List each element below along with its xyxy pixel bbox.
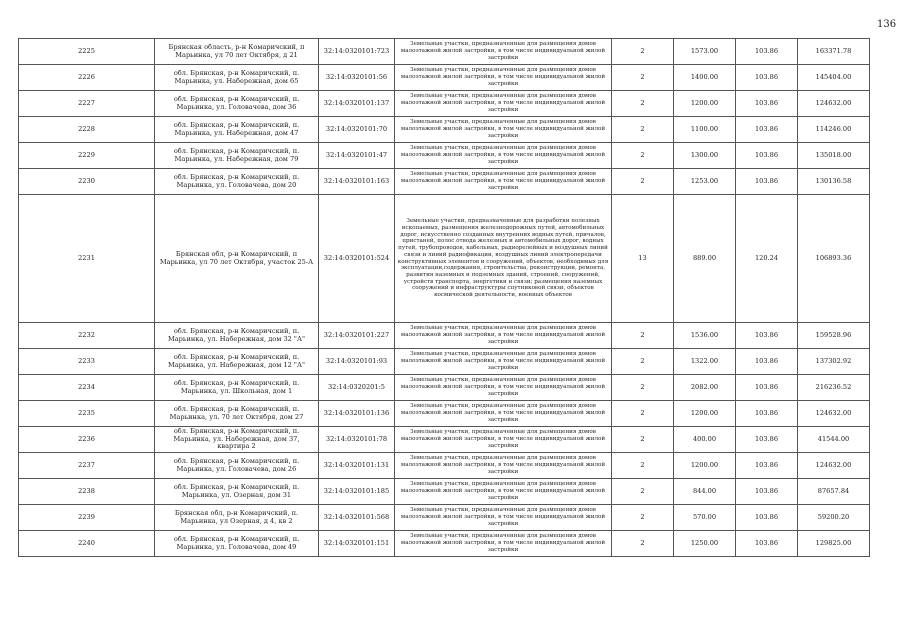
area-cell: 570.00 [674, 505, 736, 531]
address-cell: обл. Брянская, р-н Комаричский, п. Марьинка, ул. 70 лет Октября, дом 27 [155, 401, 319, 427]
cadastral-number-cell: 32:14:0320201:5 [319, 375, 395, 401]
use-group-cell: 2 [612, 375, 674, 401]
land-use-cell: Земельные участки, предназначенные для размещения домов малоэтажной жилой застройки, в том числе индивидуальной жилой застройки [395, 505, 612, 531]
use-group-cell: 2 [612, 65, 674, 91]
table-row [19, 143, 870, 169]
cadastral-number-cell: 32:14:0320101:136 [319, 401, 395, 427]
table-row [19, 453, 870, 479]
cadastral-number-cell: 32:14:0320101:185 [319, 479, 395, 505]
use-group-cell: 2 [612, 39, 674, 65]
cadastral-number-cell: 32:14:0320101:93 [319, 349, 395, 375]
use-group-cell: 2 [612, 169, 674, 195]
cadastral-number-cell: 32:14:0320101:163 [319, 169, 395, 195]
land-use-cell: Земельные участки, предназначенные для размещения домов малоэтажной жилой застройки, в том числе индивидуальной жилой застройки [395, 375, 612, 401]
address-cell: Брянская обл, р-н Комаричский, п Марьинка, ул 70 лет Октября, участок 25-А [155, 195, 319, 323]
land-use-cell: Земельные участки, предназначенные для размещения домов малоэтажной жилой застройки, в том числе индивидуальной жилой застройки [395, 349, 612, 375]
area-cell: 1573.00 [674, 39, 736, 65]
use-group-cell: 2 [612, 427, 674, 453]
cadastral-value-cell: 124632.00 [798, 91, 870, 117]
use-group-cell: 2 [612, 531, 674, 557]
row-number: 2231 [19, 195, 155, 323]
cadastral-value-cell: 145404.00 [798, 65, 870, 91]
table-body [19, 39, 870, 557]
address-cell: обл. Брянская, р-н Комаричский, п. Марьинка, ул. Озерная, дом 31 [155, 479, 319, 505]
specific-value-cell: 120.24 [736, 195, 798, 323]
row-number: 2240 [19, 531, 155, 557]
area-cell: 844.00 [674, 479, 736, 505]
row-number: 2226 [19, 65, 155, 91]
row-number: 2237 [19, 453, 155, 479]
specific-value-cell: 103.86 [736, 427, 798, 453]
address-cell: обл. Брянская, р-н Комаричский, п. Марьинка, ул. Набережная, дом 47 [155, 117, 319, 143]
specific-value-cell: 103.86 [736, 349, 798, 375]
table-row [19, 65, 870, 91]
table-row [19, 117, 870, 143]
specific-value-cell: 103.86 [736, 479, 798, 505]
cadastral-value-cell: 124632.00 [798, 401, 870, 427]
specific-value-cell: 103.86 [736, 143, 798, 169]
use-group-cell: 13 [612, 195, 674, 323]
use-group-cell: 2 [612, 117, 674, 143]
address-cell: обл. Брянская, р-н Комаричский, п. Марьинка, ул. Головачева, дом 49 [155, 531, 319, 557]
cadastral-value-cell: 135018.00 [798, 143, 870, 169]
cadastral-number-cell: 32:14:0320101:151 [319, 531, 395, 557]
area-cell: 1400.00 [674, 65, 736, 91]
land-use-cell: Земельные участки, предназначенные для размещения домов малоэтажной жилой застройки, в том числе индивидуальной жилой застройки [395, 531, 612, 557]
area-cell: 400.00 [674, 427, 736, 453]
use-group-cell: 2 [612, 143, 674, 169]
land-use-cell: Земельные участки, предназначенные для размещения домов малоэтажной жилой застройки, в том числе индивидуальной жилой застройки [395, 427, 612, 453]
cadastral-number-cell: 32:14:0320101:137 [319, 91, 395, 117]
cadastral-number-cell: 32:14:0320101:78 [319, 427, 395, 453]
address-cell: Брянская обл, р-н Комаричский, п. Марьинка, ул Озерная, д 4, кв 2 [155, 505, 319, 531]
row-number: 2236 [19, 427, 155, 453]
row-number: 2228 [19, 117, 155, 143]
cadastral-value-cell: 163371.78 [798, 39, 870, 65]
use-group-cell: 2 [612, 323, 674, 349]
area-cell: 1100.00 [674, 117, 736, 143]
specific-value-cell: 103.86 [736, 505, 798, 531]
specific-value-cell: 103.86 [736, 117, 798, 143]
address-cell: обл. Брянская, р-н Комаричский, п. Марьинка, ул. Головачева, дом 36 [155, 91, 319, 117]
land-use-cell: Земельные участки, предназначенные для разработки полезных ископаемых, размещения железнодорожных путей, автомобильных дорог, искусственно созданных внутренних водных путей, причалов, пристаней, полос отвода железных и автомобильных дорог, водных путей, трубопроводов, кабельных, радиорелейных и воздушных линий связи и линий радиофикации, воздушных линий электропередачи конструктивных элементов и сооружений, объектов, необходимых для эксплуатации,содержания, строительства, реконструкции, ремонта, развития наземных и подземных зданий, строений, сооружений, устройств транспорта, энергетики и связи; размещения наземных сооружений и инфраструктуры спутниковой связи, объектов космической деятельности, военных объектов [395, 195, 612, 323]
cadastral-value-cell: 114246.00 [798, 117, 870, 143]
address-cell: обл. Брянская, р-н Комаричский, п. Марьинка, ул. Школьная, дом 1 [155, 375, 319, 401]
area-cell: 1200.00 [674, 91, 736, 117]
specific-value-cell: 103.86 [736, 65, 798, 91]
land-use-cell: Земельные участки, предназначенные для размещения домов малоэтажной жилой застройки, в том числе индивидуальной жилой застройки [395, 117, 612, 143]
area-cell: 1536.00 [674, 323, 736, 349]
cadastral-value-cell: 216236.52 [798, 375, 870, 401]
cadastral-number-cell: 32:14:0320101:56 [319, 65, 395, 91]
area-cell: 1253.00 [674, 169, 736, 195]
cadastral-value-cell: 159528.96 [798, 323, 870, 349]
address-cell: обл. Брянская, р-н Комаричский, п. Марьинка, ул. Набережная, дом 37, квартира 2 [155, 427, 319, 453]
specific-value-cell: 103.86 [736, 375, 798, 401]
area-cell: 889.00 [674, 195, 736, 323]
specific-value-cell: 103.86 [736, 169, 798, 195]
use-group-cell: 2 [612, 91, 674, 117]
cadastral-value-cell: 87657.84 [798, 479, 870, 505]
land-use-cell: Земельные участки, предназначенные для размещения домов малоэтажной жилой застройки, в том числе индивидуальной жилой застройки [395, 453, 612, 479]
table-row [19, 91, 870, 117]
use-group-cell: 2 [612, 479, 674, 505]
table-row [19, 401, 870, 427]
specific-value-cell: 103.86 [736, 453, 798, 479]
address-cell: Брянская область, р-н Комаричский, п Марьинка, ул 70 лет Октября, д 21 [155, 39, 319, 65]
table-row [19, 323, 870, 349]
use-group-cell: 2 [612, 401, 674, 427]
row-number: 2233 [19, 349, 155, 375]
cadastral-value-cell: 41544.00 [798, 427, 870, 453]
cadastral-number-cell: 32:14:0320101:524 [319, 195, 395, 323]
cadastral-value-cell: 129825.00 [798, 531, 870, 557]
table-row [19, 375, 870, 401]
cadastral-number-cell: 32:14:0320101:568 [319, 505, 395, 531]
row-number: 2239 [19, 505, 155, 531]
specific-value-cell: 103.86 [736, 39, 798, 65]
area-cell: 1200.00 [674, 401, 736, 427]
cadastral-value-cell: 130136.58 [798, 169, 870, 195]
address-cell: обл. Брянская, р-н Комаричский, п. Марьинка, ул. Набережная, дом 12 "А" [155, 349, 319, 375]
address-cell: обл. Брянская, р-н Комаричский, п. Марьинка, ул. Головачева, дом 20 [155, 169, 319, 195]
use-group-cell: 2 [612, 349, 674, 375]
table-row [19, 505, 870, 531]
table-row [19, 479, 870, 505]
table-row [19, 169, 870, 195]
row-number: 2230 [19, 169, 155, 195]
land-use-cell: Земельные участки, предназначенные для размещения домов малоэтажной жилой застройки, в том числе индивидуальной жилой застройки [395, 65, 612, 91]
row-number: 2232 [19, 323, 155, 349]
page-number: 136 [877, 19, 897, 30]
row-number: 2227 [19, 91, 155, 117]
cadastral-number-cell: 32:14:0320101:70 [319, 117, 395, 143]
row-number: 2235 [19, 401, 155, 427]
table-row [19, 195, 870, 323]
address-cell: обл. Брянская, р-н Комаричский, п. Марьинка, ул. Набережная, дом 32 "А" [155, 323, 319, 349]
cadastral-value-cell: 137302.92 [798, 349, 870, 375]
land-use-cell: Земельные участки, предназначенные для размещения домов малоэтажной жилой застройки, в том числе индивидуальной жилой застройки [395, 39, 612, 65]
row-number: 2225 [19, 39, 155, 65]
row-number: 2234 [19, 375, 155, 401]
cadastral-value-cell: 106893.36 [798, 195, 870, 323]
table-row [19, 39, 870, 65]
row-number: 2229 [19, 143, 155, 169]
land-use-cell: Земельные участки, предназначенные для размещения домов малоэтажной жилой застройки, в том числе индивидуальной жилой застройки [395, 169, 612, 195]
land-registry-table [18, 38, 870, 557]
cadastral-value-cell: 59200.20 [798, 505, 870, 531]
specific-value-cell: 103.86 [736, 91, 798, 117]
specific-value-cell: 103.86 [736, 323, 798, 349]
use-group-cell: 2 [612, 505, 674, 531]
cadastral-number-cell: 32:14:0320101:131 [319, 453, 395, 479]
area-cell: 1200.00 [674, 453, 736, 479]
land-use-cell: Земельные участки, предназначенные для размещения домов малоэтажной жилой застройки, в том числе индивидуальной жилой застройки [395, 143, 612, 169]
cadastral-number-cell: 32:14:0320101:227 [319, 323, 395, 349]
land-use-cell: Земельные участки, предназначенные для размещения домов малоэтажной жилой застройки, в том числе индивидуальной жилой застройки [395, 401, 612, 427]
table-row [19, 349, 870, 375]
table-row [19, 427, 870, 453]
address-cell: обл. Брянская, р-н Комаричский, п. Марьинка, ул. Набережная, дом 79 [155, 143, 319, 169]
area-cell: 2082.00 [674, 375, 736, 401]
specific-value-cell: 103.86 [736, 401, 798, 427]
land-use-cell: Земельные участки, предназначенные для размещения домов малоэтажной жилой застройки, в том числе индивидуальной жилой застройки [395, 323, 612, 349]
area-cell: 1250.00 [674, 531, 736, 557]
address-cell: обл. Брянская, р-н Комаричский, п. Марьинка, ул. Набережная, дом 65 [155, 65, 319, 91]
area-cell: 1300.00 [674, 143, 736, 169]
cadastral-number-cell: 32:14:0320101:47 [319, 143, 395, 169]
specific-value-cell: 103.86 [736, 531, 798, 557]
cadastral-number-cell: 32:14:0320101:723 [319, 39, 395, 65]
address-cell: обл. Брянская, р-н Комаричский, п. Марьинка, ул. Головачева, дом 26 [155, 453, 319, 479]
table-row [19, 531, 870, 557]
row-number: 2238 [19, 479, 155, 505]
land-use-cell: Земельные участки, предназначенные для размещения домов малоэтажной жилой застройки, в том числе индивидуальной жилой застройки [395, 91, 612, 117]
land-use-cell: Земельные участки, предназначенные для размещения домов малоэтажной жилой застройки, в том числе индивидуальной жилой застройки [395, 479, 612, 505]
use-group-cell: 2 [612, 453, 674, 479]
area-cell: 1322.00 [674, 349, 736, 375]
cadastral-value-cell: 124632.00 [798, 453, 870, 479]
